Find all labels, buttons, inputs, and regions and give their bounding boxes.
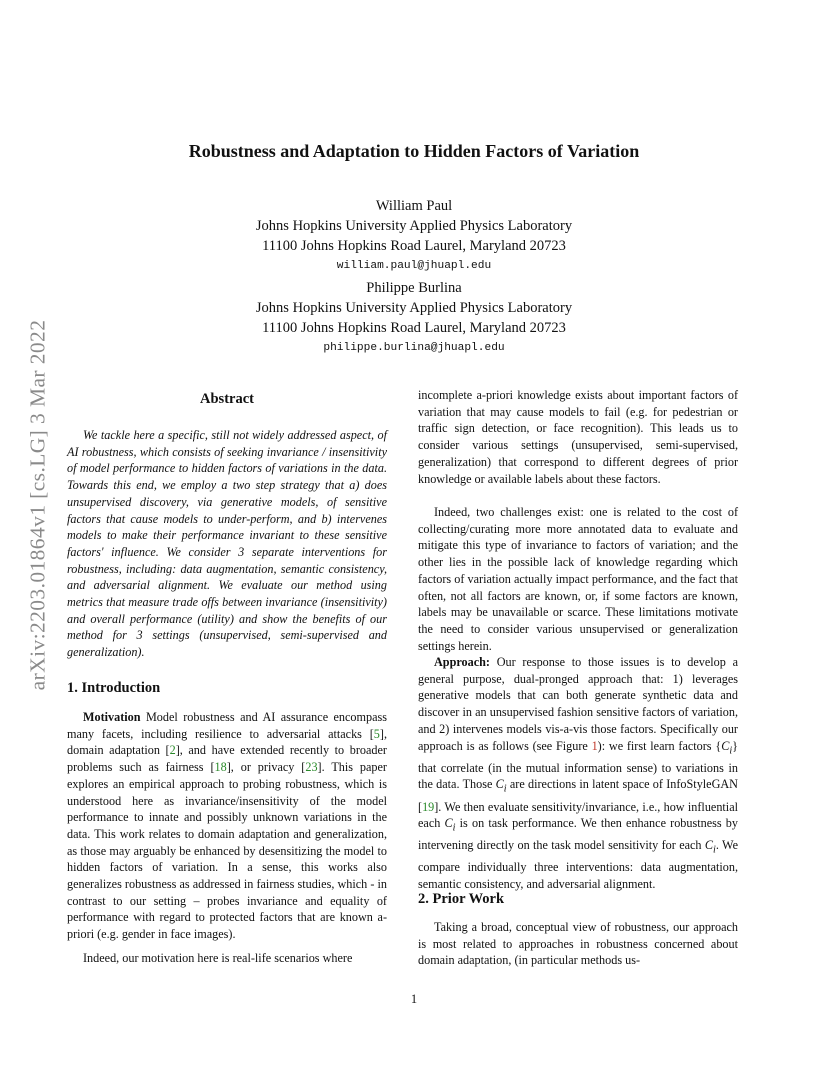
text-run: Our response to those issues is to develop a general purpose, dual-pronged approach that: 1) leverages generative models that can both generate synthetic data and discover in an unsupervised fashion sensitive factors of variation, and 2) intervenes models vis-a-vis those factors. Specifically our approach is as follows (see Figure [418,655,738,753]
text-run: . We compare individually three interventions: data augmentation, semantic consistency, and adversarial alignment. [418,838,738,892]
figure-link[interactable]: 1 [591,738,598,753]
section-heading-introduction: 1. Introduction [67,680,161,696]
author-address: 11100 Johns Hopkins Road Laurel, Maryland 20723 [262,320,566,336]
text-run: are directions in latent space of InfoStyleGAN [ [418,777,738,814]
author-block-2 [0,278,828,358]
paper-title: Robustness and Adaptation to Hidden Factors of Variation [188,141,640,161]
intro-paragraph-2-start [67,950,387,967]
author-affiliation: Johns Hopkins University Applied Physics Laboratory [255,300,573,316]
text-run: ], and have extended recently to broader problems such as fairness [ [67,743,387,775]
approach-label: Approach: [434,655,490,669]
section-heading-prior-work: 2. Prior Work [418,891,505,907]
intro-paragraph-2-continued: incomplete a-priori knowledge exists about important factors of variation that may cause models to fail (e.g. for pedestrian or traffic sign detection, or face recognition). This leads us to consider various settings (unsupervised, semi-supervised, generalization) that correspond to different degrees of prior knowledge or available labels about these factors. [418,388,738,486]
abstract-text: We tackle here a specific, still not widely addressed aspect, of AI robustness, which consists of seeking invariance / insensitivity of model performance to hidden factors of variations in the data. Towards this end, we employ a two step strategy that a) does unsupervised discovery, via generative models, of sensitive factors that cause models to under-perform, and b) intervenes models to make their performance invariant to these sensitive factors' influence. We consider 3 separate interventions for robustness, including: data augmentation, semantic consistency, and adversarial alignment. We evaluate our method using metrics that measure trade offs between invariance (insensitivity) and overall performance (utility) and show the benefits of our method for 3 settings (unsupervised, semi-supervised and generalization). [67,428,387,660]
author-block-1 [0,196,828,276]
author-address: 11100 Johns Hopkins Road Laurel, Maryland 20723 [262,238,566,254]
author-email[interactable]: philippe.burlina@jhuapl.edu [323,342,505,354]
citation-link[interactable]: 5 [373,726,380,741]
text-run: Indeed, our motivation here is real-life scenarios where [83,951,353,965]
text-run: is on task performance. We then enhance robustness by intervening directly on the task model sensitivity for each [418,816,738,853]
text-run: } that correlate (in the mutual information sense) to variations in the data. Those [418,738,739,792]
citation-link[interactable]: 2 [169,743,176,758]
page-number: 1 [410,992,418,1006]
text-run: ], domain adaptation [ [67,726,387,758]
math-symbol: $C_i$ [704,838,716,856]
text-run: ]. We then evaluate sensitivity/invariance, i.e., how influential each [418,799,738,831]
citation-link[interactable]: 19 [422,799,435,814]
text-run: ): we first learn factors { [597,738,722,753]
author-name: Philippe Burlina [366,280,462,296]
text-run: ], or privacy [ [226,760,306,775]
math-symbol: $C_i$ [444,816,456,834]
arxiv-id-text: arXiv:2203.01864v1 [cs.LG] 3 Mar 2022 [25,319,50,691]
text-run: ]. This paper explores an empirical approach to probing robustness, which is understood here as invariance/insensitivity of the model performance to innate and possibly unknown variations in the data. This work relates to domain adaptation and generalization, as those may arguably be enhanced by desensitizing the model to hidden factors of variation. In a sense, this works also generalizes robustness as addressed in fairness studies, which - in contrast to our setting – probes invariance and equality of performance with regard to protected factors that are known a-priori (e.g. gender in face images). [67,760,387,942]
author-name: William Paul [375,198,453,214]
abstract-heading: Abstract [200,391,254,407]
prior-work-paragraph-1: Taking a broad, conceptual view of robustness, our approach is most related to approaches in robustness concerned about domain adaptation, (in particular methods us- [418,920,738,968]
citation-link[interactable]: 18 [214,760,227,775]
math-symbol: $C_i$ [495,777,507,795]
author-email[interactable]: william.paul@jhuapl.edu [336,260,492,272]
intro-paragraph-1 [67,709,387,943]
citation-link[interactable]: 23 [305,760,318,775]
author-affiliation: Johns Hopkins University Applied Physics Laboratory [255,218,573,234]
math-symbol: $C_i$ [721,738,733,756]
text-run: Model robustness and AI assurance encompass many facets, including resilience to adversarial attacks [ [67,710,387,741]
motivation-label: Motivation [83,710,141,724]
intro-paragraph-approach [418,654,738,893]
intro-paragraph-3: Indeed, two challenges exist: one is related to the cost of collecting/curating more more annotated data to evaluate and mitigate this type of invariance to factors of variation; and the other lies in the possible lack of knowledge regarding which factors of variation actually impact performance, and the fact that often, not all factors are known, or, if some factors are known, labels may be unavailable or scarce. These limitations motivate the need to consider various unsupervised or generalization settings herein. [418,505,738,653]
